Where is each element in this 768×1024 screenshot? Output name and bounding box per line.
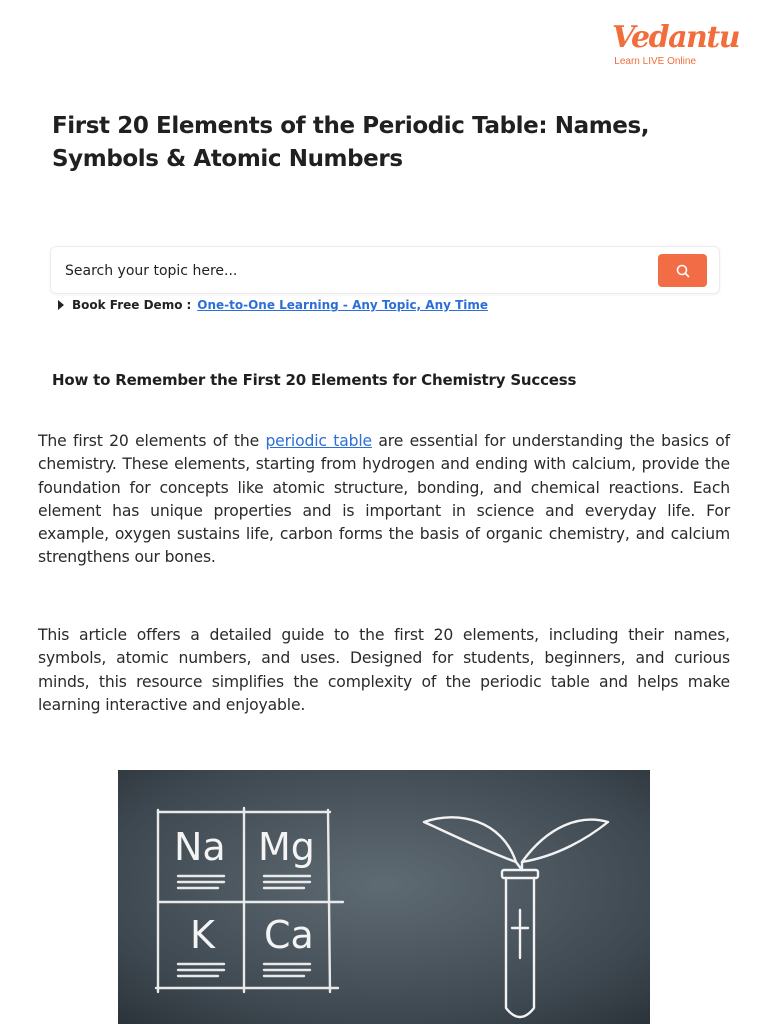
element-symbol-k: K — [190, 913, 215, 957]
logo-tagline: Learn LIVE Online — [614, 56, 696, 67]
element-symbol-mg: Mg — [258, 825, 315, 869]
para1-text-end: are essential for understanding the basics of chemistry. These elements, starting from hydrogen and ending with calcium, provide the foundation for concepts like atomic structure, bonding, and chemical reactions. Each element has unique properties and is important in science and everyday life. For example, oxygen sustains life, carbon forms the basis of organic chemistry, and calcium strengthens our bones. — [38, 432, 730, 567]
page-title: First 20 Elements of the Periodic Table: Names, Symbols & Atomic Numbers — [52, 113, 650, 172]
logo-wordmark: Vedantu — [612, 20, 740, 55]
vedantu-logo[interactable] — [612, 20, 740, 67]
chalkboard-illustration — [118, 770, 650, 1024]
section-heading: How to Remember the First 20 Elements for Chemistry Success — [52, 371, 577, 389]
element-symbol-ca: Ca — [264, 913, 314, 957]
periodic-table-link[interactable]: periodic table — [265, 432, 372, 450]
book-demo-link[interactable]: One-to-One Learning - Any Topic, Any Time — [197, 298, 489, 312]
caret-right-icon — [58, 300, 64, 310]
book-demo-row — [58, 298, 488, 312]
search-button[interactable] — [658, 254, 707, 287]
book-demo-label: Book Free Demo — [72, 298, 183, 312]
intro-paragraph — [38, 430, 730, 570]
search-icon — [675, 263, 691, 279]
overview-paragraph: This article offers a detailed guide to the first 20 elements, including their names, symbols, atomic numbers, and uses. Designed for students, beginners, and curious minds, this resource simplifies the complexity of the periodic table and helps make learning interactive and enjoyable. — [38, 626, 730, 714]
search-bar — [50, 246, 720, 294]
hero-chalkboard-image — [118, 770, 650, 1024]
element-symbol-na: Na — [174, 825, 226, 869]
para1-text-start: The first 20 elements of the — [38, 432, 266, 450]
search-input[interactable] — [65, 259, 625, 283]
book-demo-separator: : — [186, 298, 192, 312]
